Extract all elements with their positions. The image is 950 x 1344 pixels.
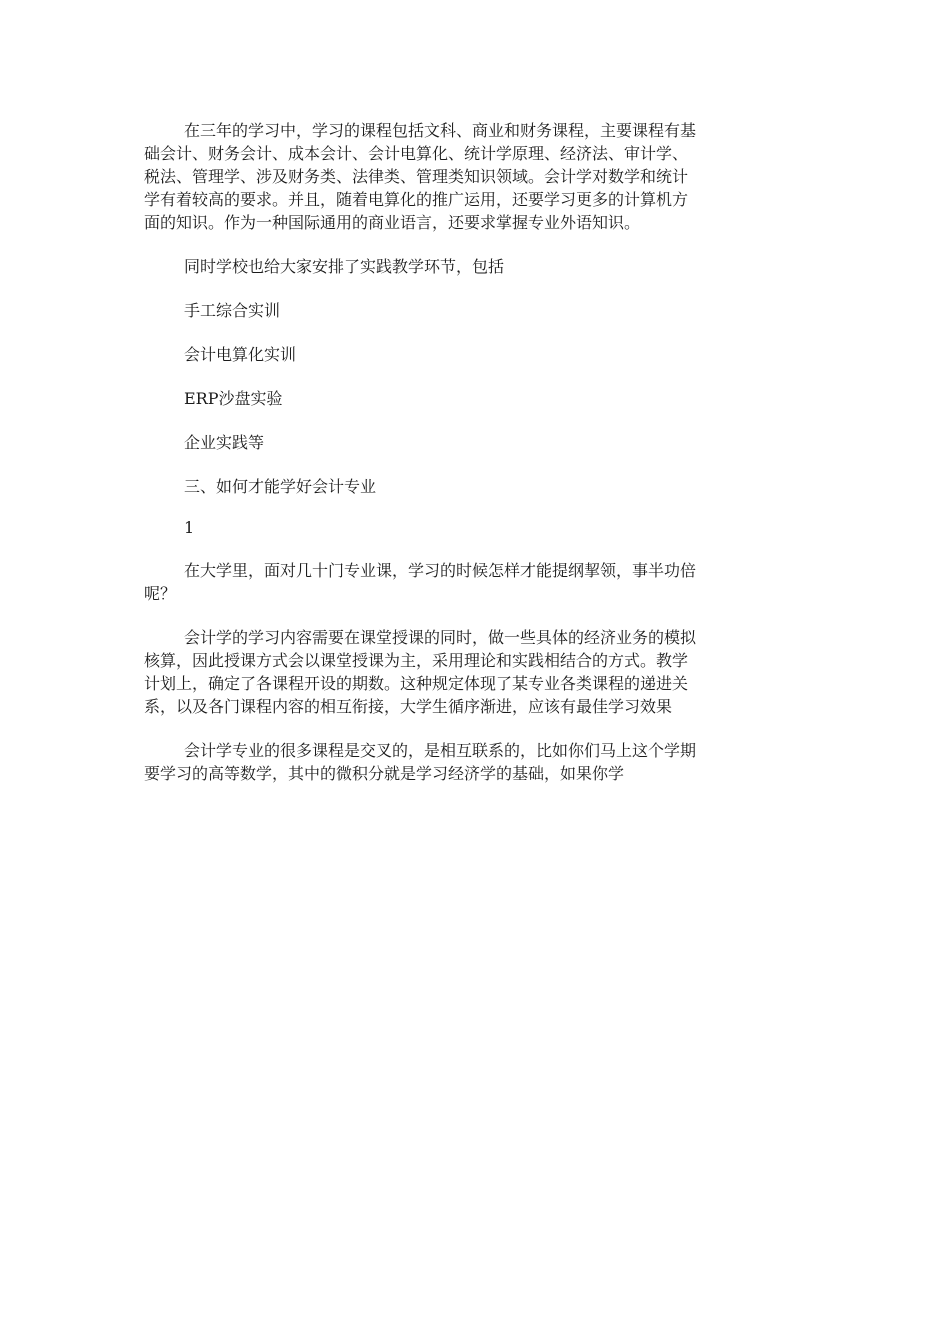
text-line: ERP沙盘实验 xyxy=(184,389,283,408)
text-line: 面的知识。作为一种国际通用的商业语言，还要求掌握专业外语知识。 xyxy=(144,213,641,232)
list-item xyxy=(144,386,796,409)
text-line: 手工综合实训 xyxy=(184,301,281,320)
text-line: 核算，因此授课方式会以课堂授课为主，采用理论和实践相结合的方式。教学 xyxy=(144,651,689,670)
text-line: 企业实践等 xyxy=(184,433,265,452)
paragraph xyxy=(144,254,796,277)
text-line: 计划上，确定了各课程开设的期数。这种规定体现了某专业各类课程的递进关 xyxy=(144,674,689,693)
text-line: 础会计、财务会计、成本会计、会计电算化、统计学原理、经济法、审计学、 xyxy=(144,144,689,163)
text-line: 三、如何才能学好会计专业 xyxy=(184,477,377,496)
section-heading xyxy=(144,474,796,497)
text-line: 系，以及各门课程内容的相互衔接，大学生循序渐进，应该有最佳学习效果 xyxy=(144,697,673,716)
paragraph xyxy=(144,118,796,233)
paragraph xyxy=(144,558,796,604)
text-line: 会计学的学习内容需要在课堂授课的同时，做一些具体的经济业务的模拟 xyxy=(184,628,697,647)
text-line: 要学习的高等数学，其中的微积分就是学习经济学的基础，如果你学 xyxy=(144,764,625,783)
paragraph xyxy=(144,625,796,717)
text-line: 在大学里，面对几十门专业课，学习的时候怎样才能提纲挈领，事半功倍 xyxy=(184,561,697,580)
text-line: 同时学校也给大家安排了实践教学环节，包括 xyxy=(184,257,505,276)
text-line: 1 xyxy=(184,518,195,537)
text-line: 会计学专业的很多课程是交叉的，是相互联系的，比如你们马上这个学期 xyxy=(184,741,697,760)
text-line: 学有着较高的要求。并且，随着电算化的推广运用，还要学习更多的计算机方 xyxy=(144,190,689,209)
list-item xyxy=(144,430,796,453)
text-line: 会计电算化实训 xyxy=(184,345,297,364)
text-line: 呢？ xyxy=(144,584,177,603)
document-body xyxy=(144,118,796,784)
list-item xyxy=(144,342,796,365)
item-number xyxy=(144,518,796,537)
text-line: 税法、管理学、涉及财务类、法律类、管理类知识领域。会计学对数学和统计 xyxy=(144,167,689,186)
text-line: 在三年的学习中，学习的课程包括文科、商业和财务课程，主要课程有基 xyxy=(184,121,697,140)
list-item xyxy=(144,298,796,321)
paragraph xyxy=(144,738,796,784)
